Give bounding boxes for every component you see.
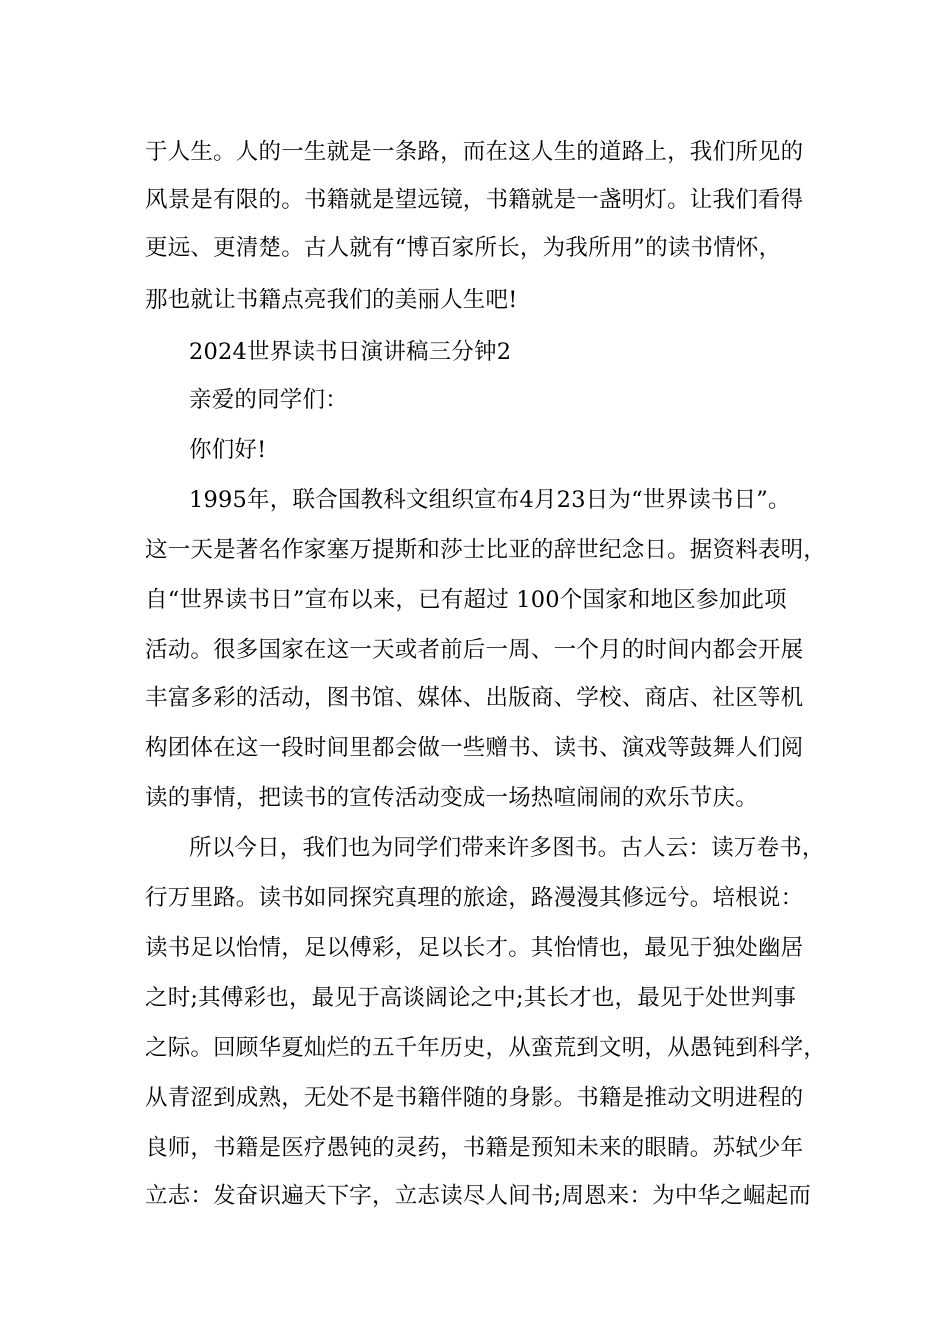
paragraph-line: 丰富多彩的活动，图书馆、媒体、出版商、学校、商店、社区等机 <box>145 685 804 711</box>
salutation: 亲爱的同学们： <box>189 387 348 413</box>
paragraph-line: 之时;其傅彩也，最见于高谈阔论之中;其长才也，最见于处世判事 <box>145 985 797 1011</box>
paragraph-line: 自“世界读书日”宣布以来，已有超过 100个国家和地区参加此项 <box>145 587 787 613</box>
paragraph-line: 从青涩到成熟，无处不是书籍伴随的身影。书籍是推动文明进程的 <box>145 1085 804 1111</box>
paragraph-line: 构团体在这一段时间里都会做一些赠书、读书、演戏等鼓舞人们阅 <box>145 735 804 761</box>
paragraph-line: 立志：发奋识遍天下字，立志读尽人间书;周恩来：为中华之崛起而 <box>145 1183 812 1209</box>
paragraph-line: 1995年，联合国教科文组织宣布4月23日为“世界读书日”。 <box>189 487 791 513</box>
paragraph-line: 所以今日，我们也为同学们带来许多图书。古人云：读万卷书， <box>189 835 825 861</box>
paragraph-line: 读的事情，把读书的宣传活动变成一场热喧闹闹的欢乐节庆。 <box>145 785 758 811</box>
paragraph-line: 风景是有限的。书籍就是望远镜，书籍就是一盏明灯。让我们看得 <box>145 187 804 213</box>
paragraph-line: 读书足以怡情，足以傅彩，足以长才。其怡情也，最见于独处幽居 <box>145 935 804 961</box>
greeting: 你们好! <box>189 437 267 463</box>
paragraph-line: 良师，书籍是医疗愚钝的灵药，书籍是预知未来的眼睛。苏轼少年 <box>145 1135 804 1161</box>
paragraph-line: 活动。很多国家在这一天或者前后一周、一个月的时间内都会开展 <box>145 637 804 663</box>
paragraph-line: 那也就让书籍点亮我们的美丽人生吧! <box>145 287 518 313</box>
paragraph-line: 这一天是著名作家塞万提斯和莎士比亚的辞世纪念日。据资料表明， <box>145 537 827 563</box>
section-heading: 2024世界读书日演讲稿三分钟2 <box>189 339 512 365</box>
paragraph-line: 更远、更清楚。古人就有“博百家所长，为我所用”的读书情怀， <box>145 235 782 261</box>
paragraph-line: 之际。回顾华夏灿烂的五千年历史，从蛮荒到文明，从愚钝到科学， <box>145 1035 827 1061</box>
paragraph-line: 行万里路。读书如同探究真理的旅途，路漫漫其修远兮。培根说： <box>145 885 804 911</box>
paragraph-line: 于人生。人的一生就是一条路，而在这人生的道路上，我们所见的 <box>145 139 804 165</box>
